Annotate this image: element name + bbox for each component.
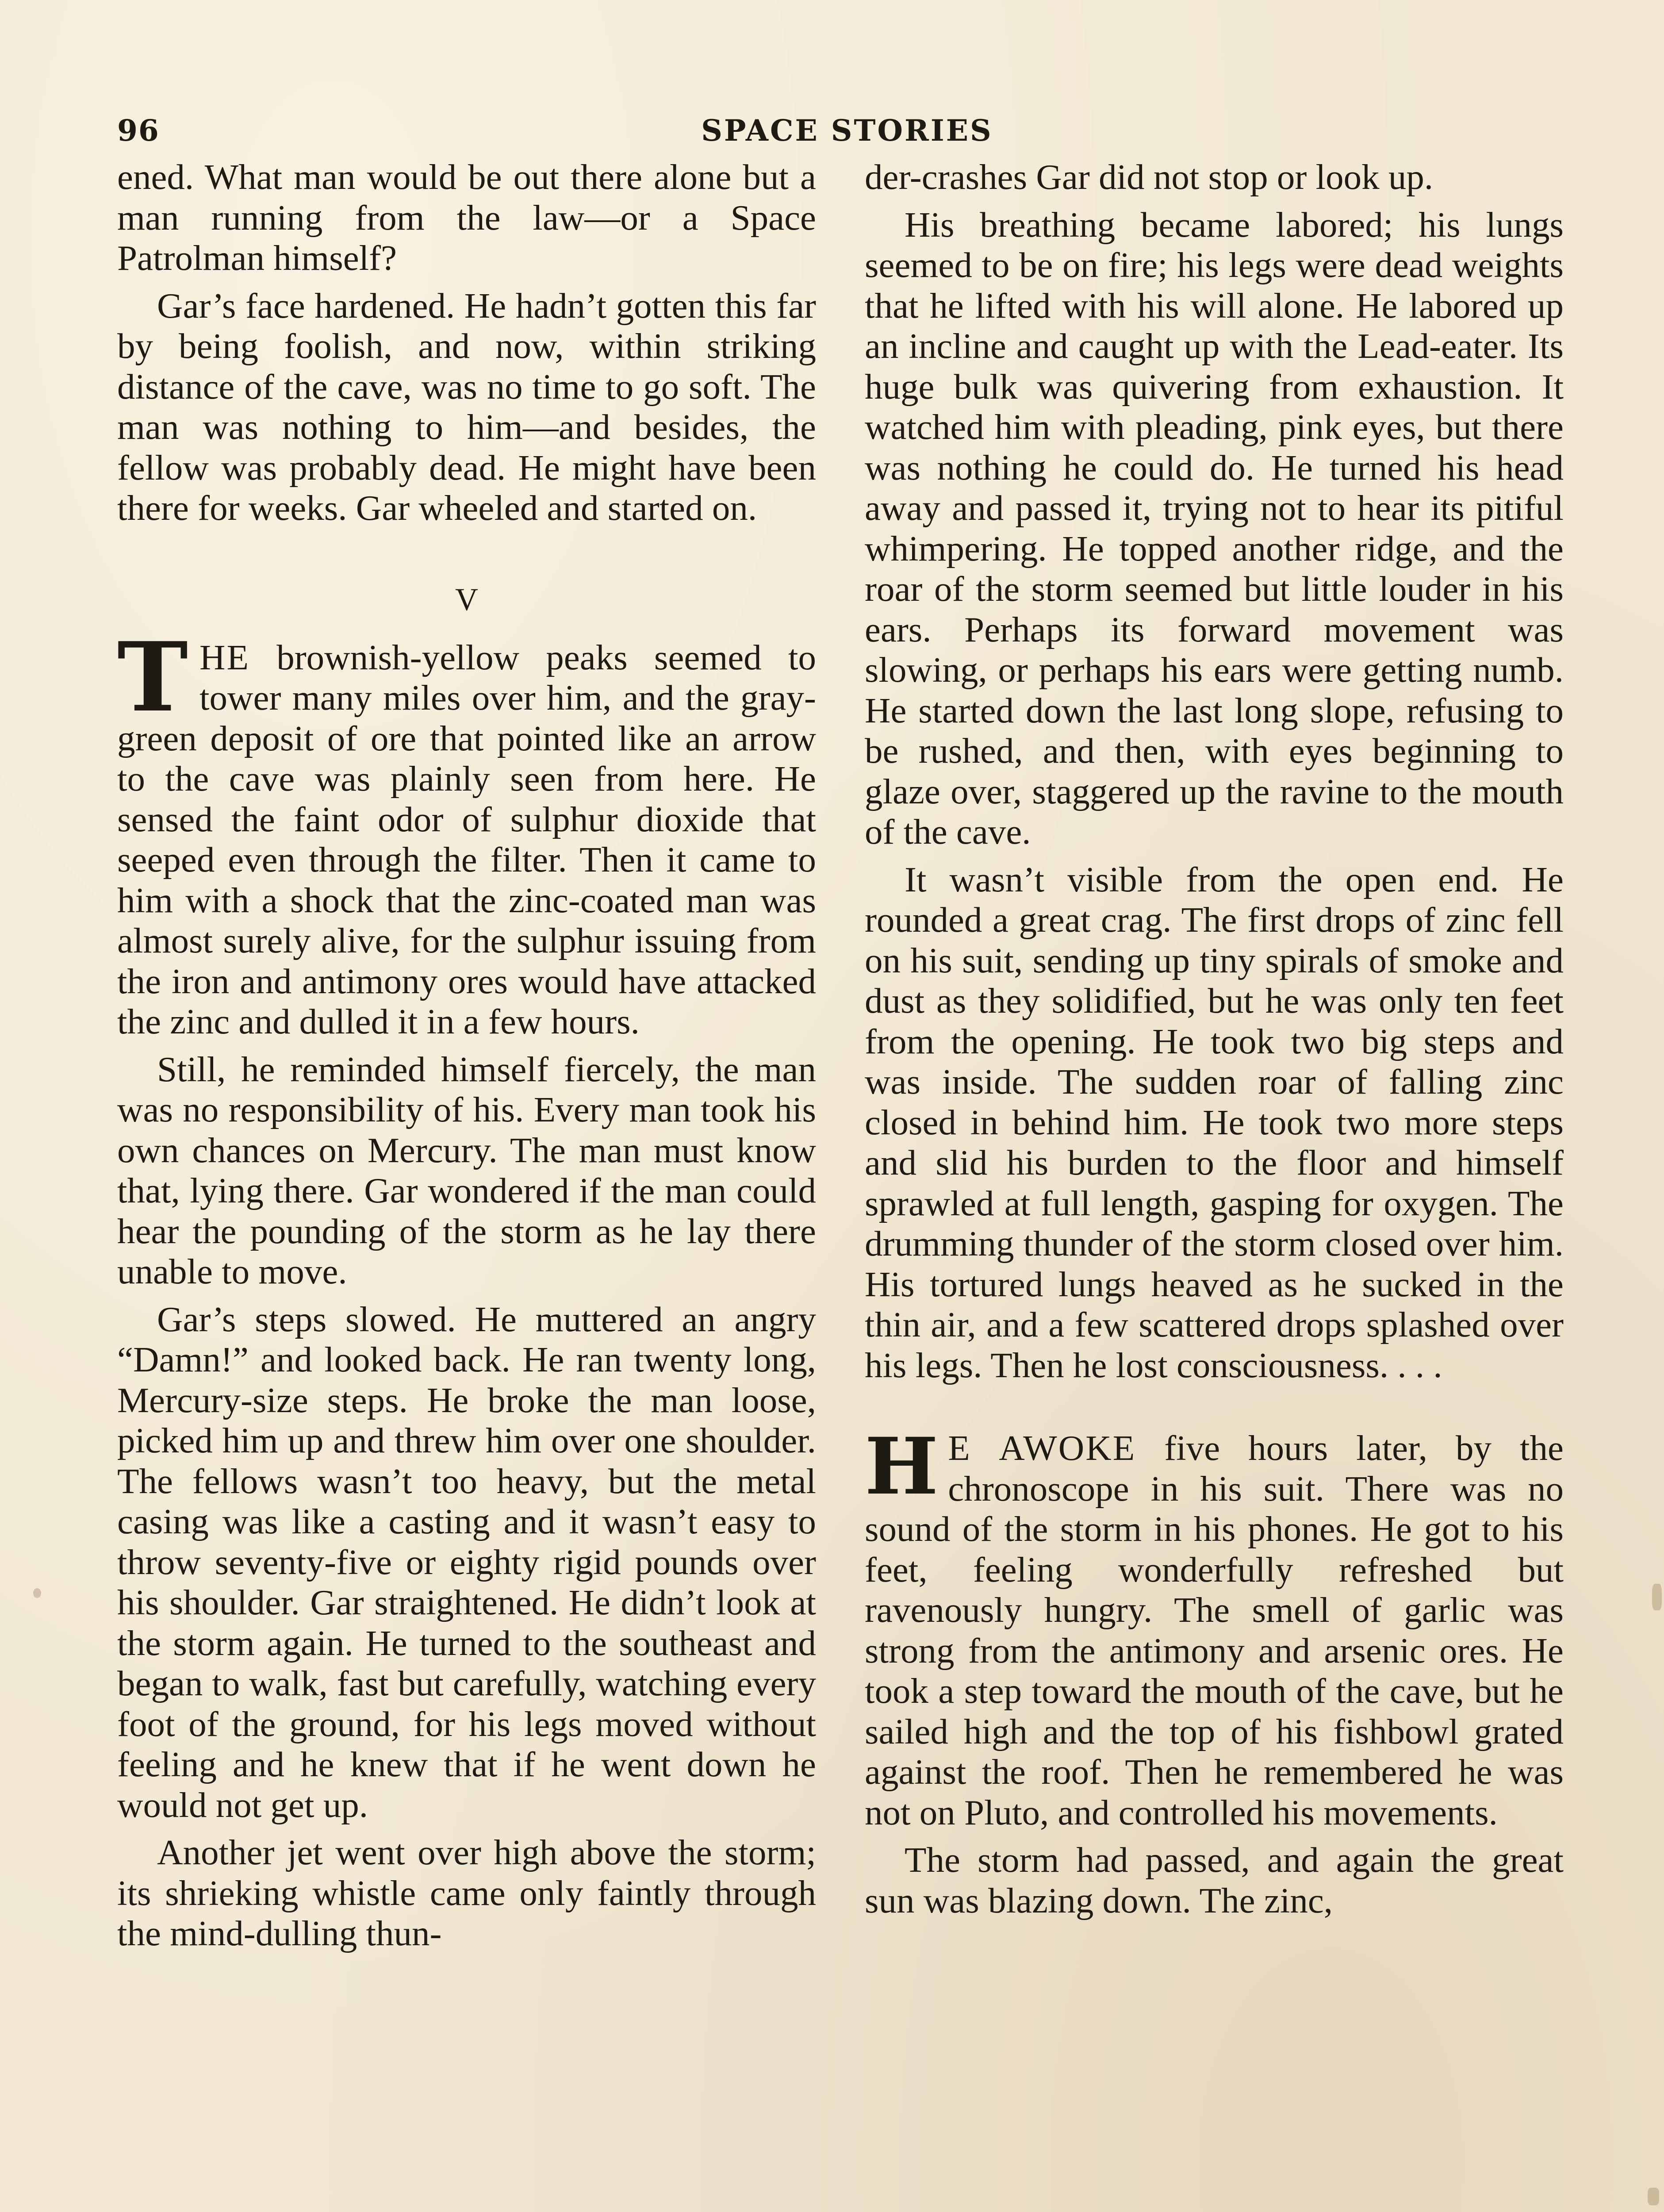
drop-cap: H xyxy=(865,1421,939,1512)
section-number: V xyxy=(455,581,478,617)
paragraph: der-crashes Gar did not stop or look up. xyxy=(865,157,1434,197)
section-break xyxy=(865,1393,1564,1428)
paragraph-text: brownish-yellow peaks seemed to tower many miles over him, and the gray-green deposit of ore that pointed like an arrow to the cave was plainly seen from here. He sensed the faint odor of sulphur dioxide that seeped even through the filter. Then it came to him with a shock that the zinc-coated man was almost surely alive, for the sulphur issuing from the iron and antimony ores would have attacked the zinc and dulled it in a few hours. xyxy=(117,637,816,1041)
paragraph: Still, he reminded himself fiercely, the man was no responsibility of his. Every man took his own chances on Mercury. The man must know that, lying there. Gar wondered if the man could hear the pounding of the storm as he lay there unable to move. xyxy=(117,1049,816,1291)
paragraph: The storm had passed, and again the great sun was blazing down. The zinc, xyxy=(865,1840,1564,1920)
paragraph: Gar’s steps slowed. He muttered an angry “Damn!” and looked back. He ran twenty long, Mercury-size steps. He broke the man loose, picked him up and threw him over one shoulder. The fellows wasn’t too heavy, but the metal casing was like a casting and it wasn’t easy to throw seventy-five or eighty rigid pounds over his shoulder. Gar straightened. He didn’t look at the storm again. He turned to the southeast and began to walk, fast but carefully, watching every foot of the ground, for his legs moved without feeling and he knew that if he went down he would not get up. xyxy=(117,1299,816,1825)
right-column xyxy=(865,157,1564,1928)
paragraph: His breathing became labored; his lungs seemed to be on fire; his legs were dead weights that he lifted with his will alone. He labored up an incline and caught up with the Lead-eater. Its huge bulk was quivering from exhaustion. It watched him with pleading, pink eyes, but there was nothing he could do. He turned his head away and passed it, trying not to hear its pitiful whimpering. He topped another ridge, and the roar of the storm seemed but little louder in his ears. Perhaps its forward movement was slowing, or perhaps his ears were getting numb. He started down the last long slope, refusing to be rushed, and then, with eyes beginning to glaze over, staggered up the ravine to the mouth of the cave. xyxy=(865,204,1564,852)
left-column xyxy=(117,157,816,1961)
page-number: 96 xyxy=(117,113,160,148)
paragraph: ened. What man would be out there alone but a man running from the law—or a Space Patrolman himself? xyxy=(117,157,816,278)
lead-word: HE xyxy=(199,637,250,677)
paragraph: Another jet went over high above the storm; its shrieking whistle came only faintly through the mind-dulling thun- xyxy=(117,1832,816,1953)
paragraph: Gar’s face hardened. He hadn’t gotten this far by being foolish, and now, within striking distance of the cave, was no time to go soft. The man was nothing to him—and besides, the fellow was probably dead. He might have been there for weeks. Gar wheeled and started on. xyxy=(117,285,816,528)
running-head: SPACE STORIES xyxy=(701,113,993,148)
paper-stain xyxy=(1652,1584,1662,1610)
lead-word: E AWOKE xyxy=(948,1428,1136,1468)
paragraph-text: five hours later, by the chronoscope in his suit. There was no sound of the storm in his phones. He got to his feet, feeling wonderfully refreshed but ravenously hungry. The smell of garlic was strong from the antimony and arsenic ores. He took a step toward the mouth of the cave, but he sailed high and the top of his fishbowl grated against the roof. Then he remembered he was not on Pluto, and controlled his movements. xyxy=(865,1428,1564,1832)
paper-stain xyxy=(33,1588,41,1598)
paragraph: It wasn’t visible from the open end. He rounded a great crag. The first drops of zinc fell on his suit, sending up tiny spirals of smoke and dust as they solidified, but he was only ten feet from the opening. He took two big steps and was inside. The sudden roar of falling zinc closed in behind him. He took two more steps and slid his burden to the floor and himself sprawled at full length, gasping for oxygen. The drumming thunder of the storm closed over him. His tortured lungs heaved as he sucked in the thin air, and a few scattered drops splashed over his legs. Then he lost consciousness. . . . xyxy=(865,859,1564,1385)
paragraph-with-dropcap xyxy=(117,621,816,1042)
page-header xyxy=(117,106,1577,155)
paper-stain xyxy=(1648,2188,1659,2205)
paragraph-with-dropcap xyxy=(865,1421,1564,1833)
drop-cap: T xyxy=(117,621,188,733)
